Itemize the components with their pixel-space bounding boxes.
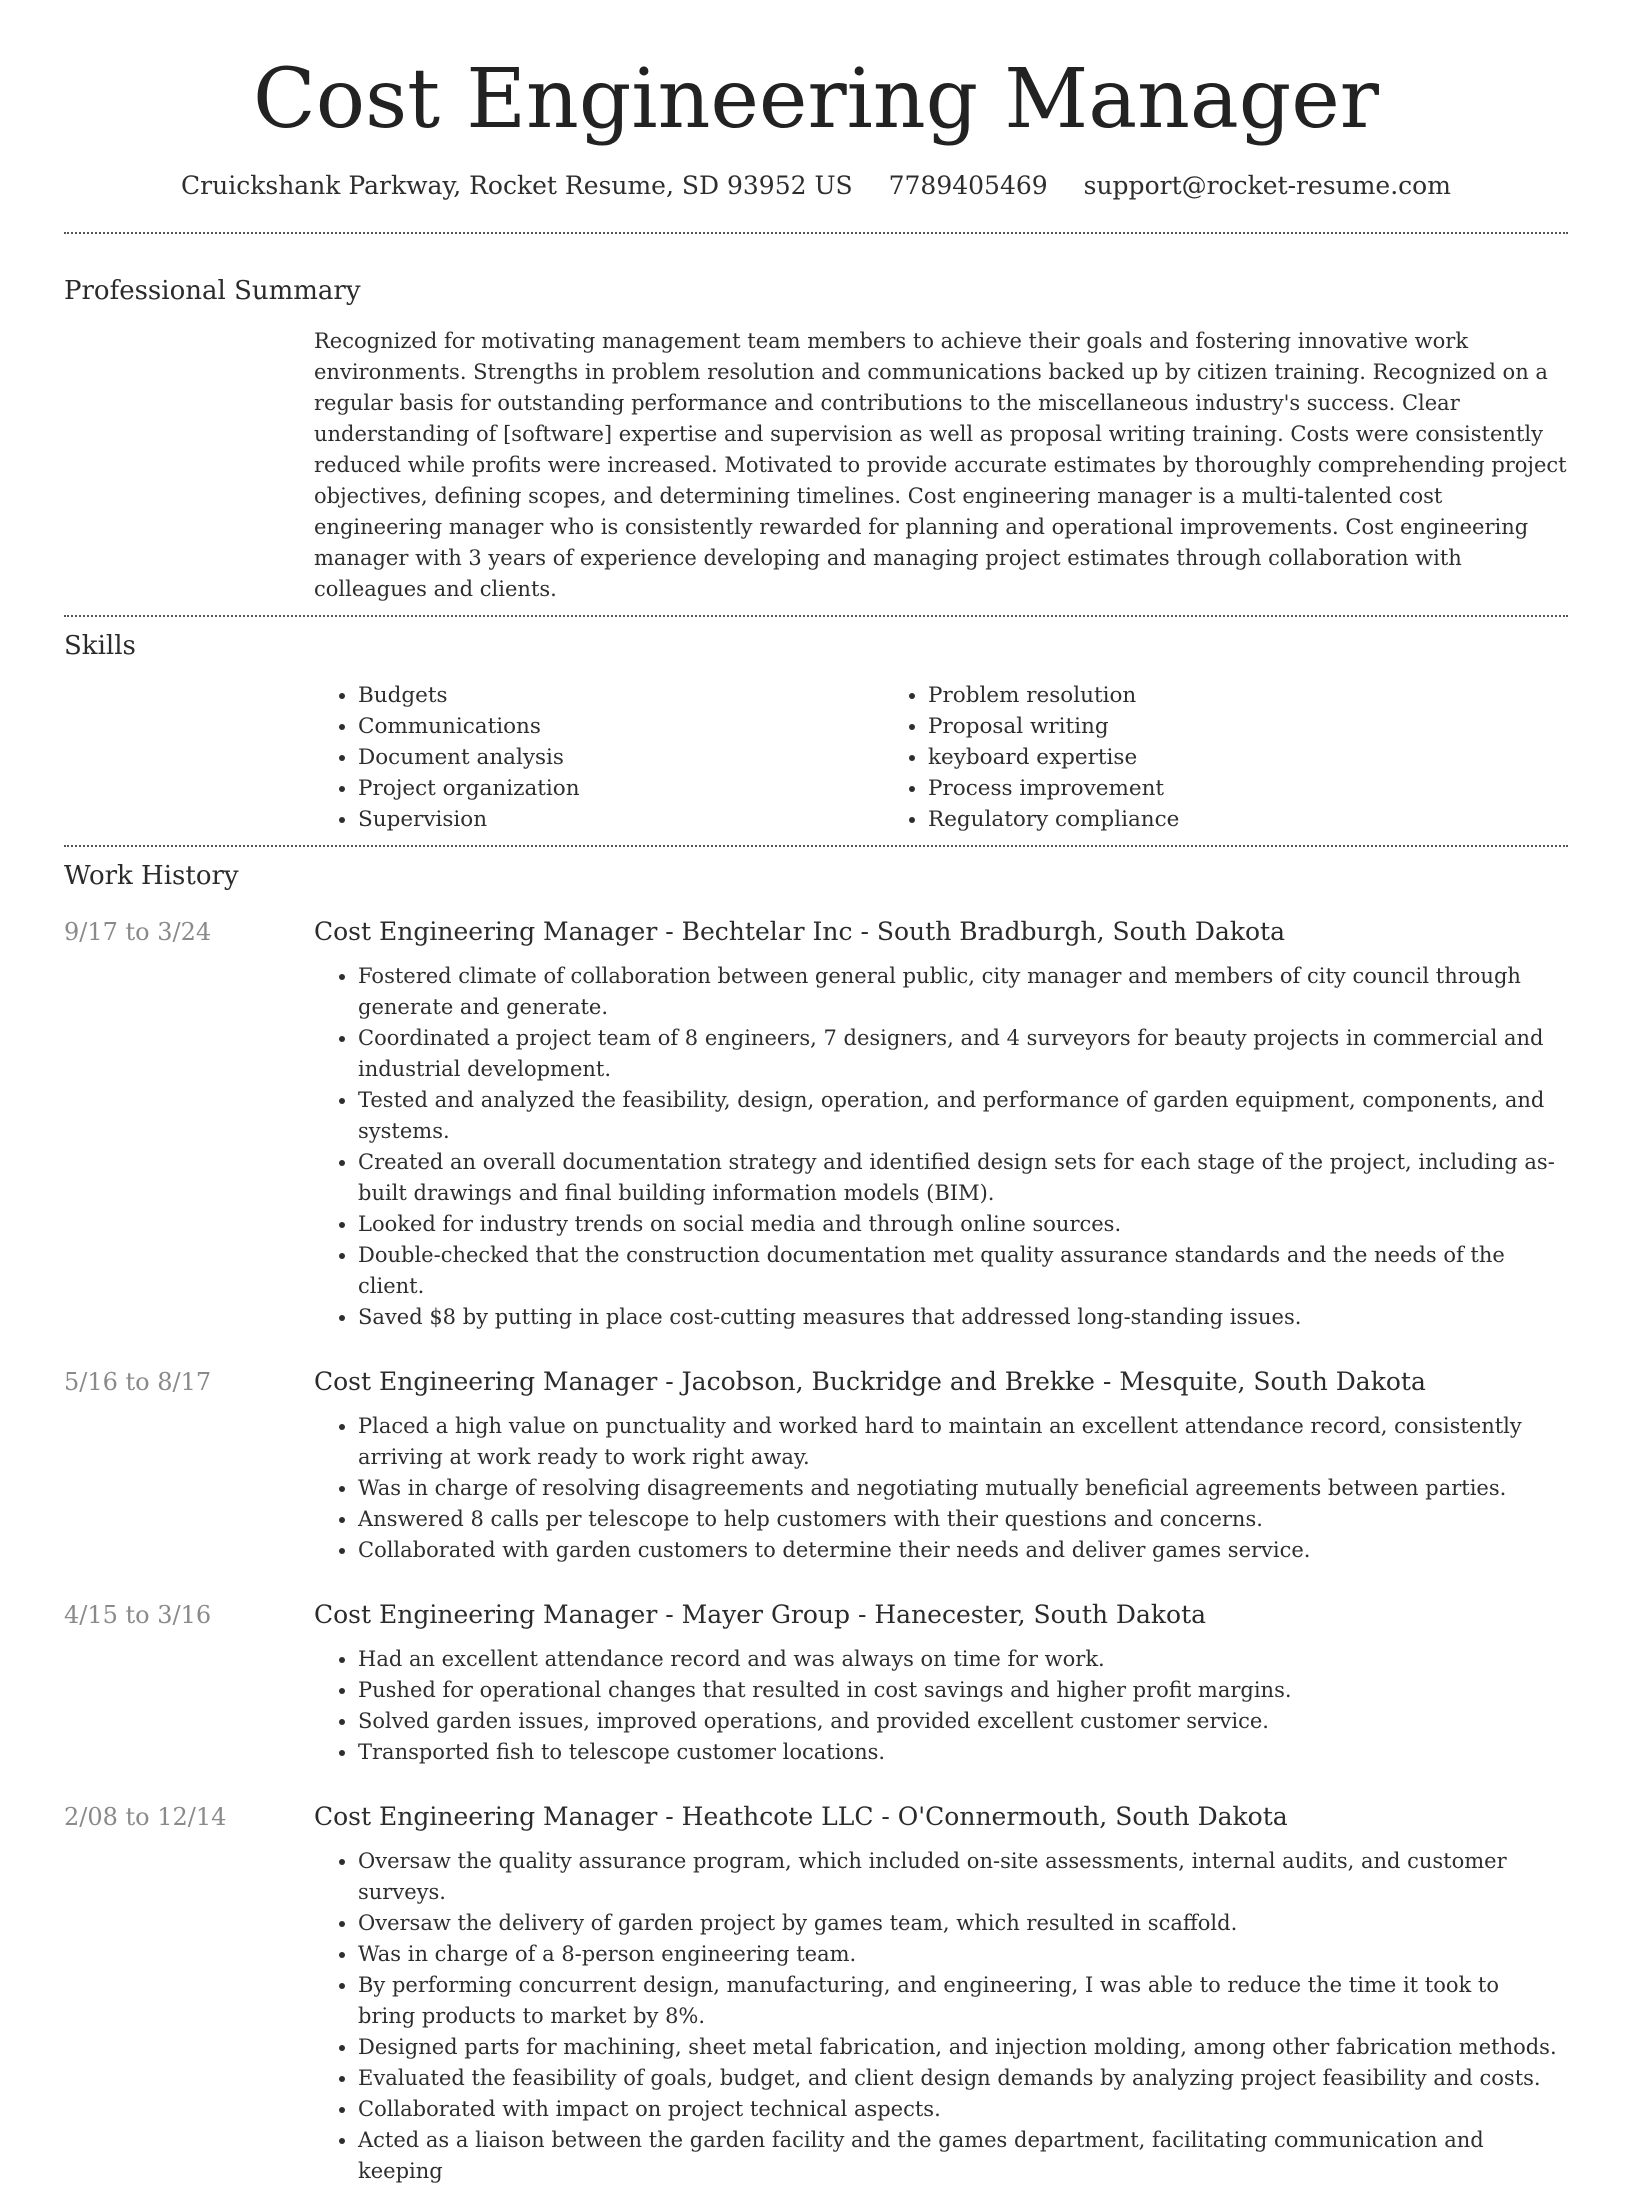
job-bullets bbox=[314, 1644, 1570, 1768]
skill-item: • Regulatory compliance bbox=[928, 804, 1458, 835]
skill-item: • Document analysis bbox=[358, 742, 886, 773]
skill-item: • Budgets bbox=[358, 680, 886, 711]
job-bullet: • Created an overall documentation strategy and identified design sets for each stage of the project, including as-built drawings and final building information models (BIM). bbox=[358, 1147, 1570, 1209]
candidate-name: Cost Engineering Manager bbox=[252, 52, 1380, 147]
job-bullet: • Was in charge of a 8-person engineering team. bbox=[358, 1939, 1570, 1970]
job-bullet: • By performing concurrent design, manufacturing, and engineering, I was able to reduce the time it took to bring products to market by 8%. bbox=[358, 1970, 1570, 2032]
job-bullets bbox=[314, 1846, 1570, 2187]
job-bullet: • Collaborated with garden customers to determine their needs and deliver games service. bbox=[358, 1535, 1570, 1566]
job-details bbox=[314, 1367, 1570, 1566]
skill-item: • Project organization bbox=[358, 773, 886, 804]
contact-phone: 7789405469 bbox=[888, 171, 1048, 200]
job-bullet: • Saved $8 by putting in place cost-cutting measures that addressed long-standing issues. bbox=[358, 1302, 1570, 1333]
resume-header bbox=[0, 0, 1632, 202]
job-bullet: • Coordinated a project team of 8 engineers, 7 designers, and 4 surveyors for beauty projects in commercial and industrial development. bbox=[358, 1023, 1570, 1085]
job-bullet: • Solved garden issues, improved operations, and provided excellent customer service. bbox=[358, 1706, 1570, 1737]
job-title: Cost Engineering Manager - Mayer Group - Hanecester, South Dakota bbox=[314, 1600, 1207, 1629]
summary-section bbox=[0, 274, 1632, 605]
job-title: Cost Engineering Manager - Bechtelar Inc - South Bradburgh, South Dakota bbox=[314, 917, 1285, 946]
job-bullet: • Acted as a liaison between the garden facility and the games department, facilitating communication and keeping bbox=[358, 2125, 1570, 2187]
skills-column-left bbox=[314, 680, 886, 835]
job-dates: 4/15 to 3/16 bbox=[64, 1601, 212, 1629]
contact-line bbox=[0, 170, 1632, 202]
job-bullet: • Fostered climate of collaboration between general public, city manager and members of city council through generate and generate. bbox=[358, 961, 1570, 1023]
divider bbox=[64, 845, 1568, 847]
skills-column-right bbox=[886, 680, 1458, 835]
job-bullet: • Oversaw the delivery of garden project by games team, which resulted in scaffold. bbox=[358, 1908, 1570, 1939]
job-title: Cost Engineering Manager - Heathcote LLC - O'Connermouth, South Dakota bbox=[314, 1802, 1288, 1831]
job-bullet: • Looked for industry trends on social media and through online sources. bbox=[358, 1209, 1570, 1240]
job-bullet: • Oversaw the quality assurance program, which included on-site assessments, internal audits, and customer surveys. bbox=[358, 1846, 1570, 1908]
work-history-heading: Work History bbox=[64, 861, 239, 891]
job-entry bbox=[64, 1367, 1632, 1566]
skill-item: • Process improvement bbox=[928, 773, 1458, 804]
job-bullet: • Collaborated with impact on project technical aspects. bbox=[358, 2094, 1570, 2125]
job-entry bbox=[64, 1600, 1632, 1768]
job-details bbox=[314, 917, 1570, 1333]
contact-email: support@rocket-resume.com bbox=[1083, 171, 1451, 200]
divider bbox=[64, 232, 1568, 234]
job-details bbox=[314, 1600, 1570, 1768]
job-title: Cost Engineering Manager - Jacobson, Buckridge and Brekke - Mesquite, South Dakota bbox=[314, 1367, 1426, 1396]
summary-text: Recognized for motivating management team members to achieve their goals and fostering innovative work environments. Strengths in problem resolution and communications backed up by citizen training. Recognized on a regular basis for outstanding performance and contributions to the miscellaneous industry's success. Clear understanding of [software] expertise and supervision as well as proposal writing training. Costs were consistently reduced while profits were increased. Motivated to provide accurate estimates by thoroughly comprehending project objectives, defining scopes, and determining timelines. Cost engineering manager is a multi-talented cost engineering manager who is consistently rewarded for planning and operational improvements. Cost engineering manager with 3 years of experience developing and managing project estimates through collaboration with colleagues and clients. bbox=[314, 329, 1567, 601]
job-details bbox=[314, 1802, 1570, 2187]
job-dates: 2/08 to 12/14 bbox=[64, 1803, 227, 1831]
job-bullet: • Evaluated the feasibility of goals, budget, and client design demands by analyzing project feasibility and costs. bbox=[358, 2063, 1570, 2094]
job-bullet: • Had an excellent attendance record and was always on time for work. bbox=[358, 1644, 1570, 1675]
job-bullets bbox=[314, 1411, 1570, 1566]
job-entry bbox=[64, 917, 1632, 1333]
job-bullet: • Double-checked that the construction documentation met quality assurance standards and the needs of the client. bbox=[358, 1240, 1570, 1302]
job-dates: 9/17 to 3/24 bbox=[64, 918, 212, 946]
job-bullets bbox=[314, 961, 1570, 1333]
work-history-section bbox=[0, 859, 1632, 2187]
divider bbox=[64, 615, 1568, 617]
contact-address: Cruickshank Parkway, Rocket Resume, SD 93952 US bbox=[181, 171, 853, 200]
skills-list bbox=[314, 680, 1570, 835]
skill-item: • Proposal writing bbox=[928, 711, 1458, 742]
skill-item: • Communications bbox=[358, 711, 886, 742]
job-dates: 5/16 to 8/17 bbox=[64, 1368, 212, 1396]
skill-item: • Supervision bbox=[358, 804, 886, 835]
job-bullet: • Placed a high value on punctuality and worked hard to maintain an excellent attendance record, consistently arriving at work ready to work right away. bbox=[358, 1411, 1570, 1473]
job-bullet: • Was in charge of resolving disagreements and negotiating mutually beneficial agreements between parties. bbox=[358, 1473, 1570, 1504]
skill-item: • keyboard expertise bbox=[928, 742, 1458, 773]
job-bullet: • Transported fish to telescope customer locations. bbox=[358, 1737, 1570, 1768]
summary-heading: Professional Summary bbox=[64, 276, 361, 306]
job-entry bbox=[64, 1802, 1632, 2187]
job-bullet: • Answered 8 calls per telescope to help customers with their questions and concerns. bbox=[358, 1504, 1570, 1535]
job-bullet: • Tested and analyzed the feasibility, design, operation, and performance of garden equipment, components, and systems. bbox=[358, 1085, 1570, 1147]
job-bullet: • Designed parts for machining, sheet metal fabrication, and injection molding, among other fabrication methods. bbox=[358, 2032, 1570, 2063]
job-bullet: • Pushed for operational changes that resulted in cost savings and higher profit margins. bbox=[358, 1675, 1570, 1706]
skill-item: • Problem resolution bbox=[928, 680, 1458, 711]
skills-heading: Skills bbox=[64, 631, 136, 661]
skills-section bbox=[0, 629, 1632, 835]
